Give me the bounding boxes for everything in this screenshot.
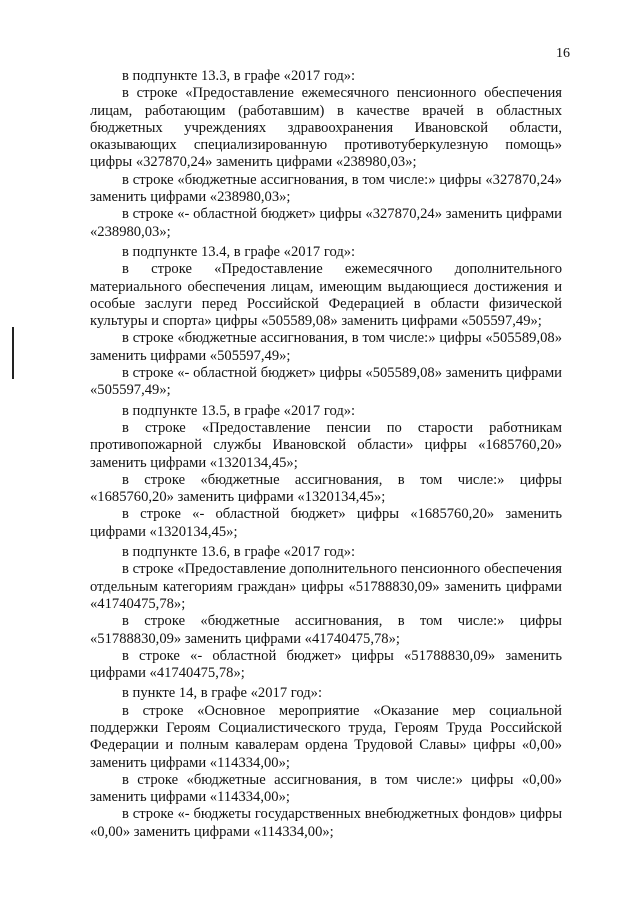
page-number: 16 xyxy=(556,46,570,61)
document-body xyxy=(90,68,562,841)
paragraph: в строке «Предоставление ежемесячного дополнительного материального обеспечения лицам, имеющим выдающиеся достижения и особые заслуги перед Российской Федерацией в области физической культуры и спорта» цифры «505589,08» заменить цифрами «505597,49»; xyxy=(90,261,562,330)
paragraph: в строке «- областной бюджет» цифры «505589,08» заменить цифрами «505597,49»; xyxy=(90,365,562,399)
paragraph: в строке «- областной бюджет» цифры «51788830,09» заменить цифрами «41740475,78»; xyxy=(90,647,562,682)
paragraph: в строке «Основное мероприятие «Оказание мер социальной поддержки Героям Социалистического труда, Героям Труда Российской Федерации и полным кавалерам ордена Трудовой Славы» цифры «0,00» заменить цифрами «114334,00»; xyxy=(90,702,562,771)
paragraph: в строке «бюджетные ассигнования, в том числе:» цифры «1685760,20» заменить цифрами «1320134,45»; xyxy=(90,471,562,506)
paragraph: в строке «- областной бюджет» цифры «1685760,20» заменить цифрами «1320134,45»; xyxy=(90,506,562,540)
paragraph: в строке «бюджетные ассигнования, в том числе:» цифры «327870,24» заменить цифрами «238980,03»; xyxy=(90,171,562,206)
paragraph: в строке «бюджетные ассигнования, в том числе:» цифры «505589,08» заменить цифрами «505597,49»; xyxy=(90,330,562,364)
subpoint-heading: в подпункте 13.6, в графе «2017 год»: xyxy=(122,544,356,561)
paragraph: в строке «бюджетные ассигнования, в том числе:» цифры «51788830,09» заменить цифрами «41740475,78»; xyxy=(90,613,562,647)
paragraph: в строке «Предоставление пенсии по старости работникам противопожарной службы Ивановской области» цифры «1685760,20» заменить цифрами «1320134,45»; xyxy=(90,419,562,471)
paragraph: в строке «- областной бюджет» цифры «327870,24» заменить цифрами «238980,03»; xyxy=(90,206,562,240)
subpoint-heading: в пункте 14, в графе «2017 год»: xyxy=(122,685,323,702)
subpoint-heading: в подпункте 13.4, в графе «2017 год»: xyxy=(122,243,356,260)
subpoint-heading: в подпункте 13.5, в графе «2017 год»: xyxy=(122,402,356,419)
paragraph: в строке «Предоставление ежемесячного пенсионного обеспечения лицам, работающим (работавшим) в качестве врачей в областных бюджетных учреждениях здравоохранения Ивановской области, оказывающих специализированную противотуберкулезную помощь» цифры «327870,24» заменить цифрами «238980,03»; xyxy=(90,85,562,171)
paragraph: в строке «- бюджеты государственных внебюджетных фондов» цифры «0,00» заменить цифрами «114334,00»; xyxy=(90,806,562,840)
paragraph: в строке «Предоставление дополнительного пенсионного обеспечения отдельным категориям граждан» цифры «51788830,09» заменить цифрами «41740475,78»; xyxy=(90,561,562,612)
paragraph: в строке «бюджетные ассигнования, в том числе:» цифры «0,00» заменить цифрами «114334,00»; xyxy=(90,771,562,806)
margin-mark xyxy=(12,327,14,379)
subpoint-heading: в подпункте 13.3, в графе «2017 год»: xyxy=(122,68,356,84)
